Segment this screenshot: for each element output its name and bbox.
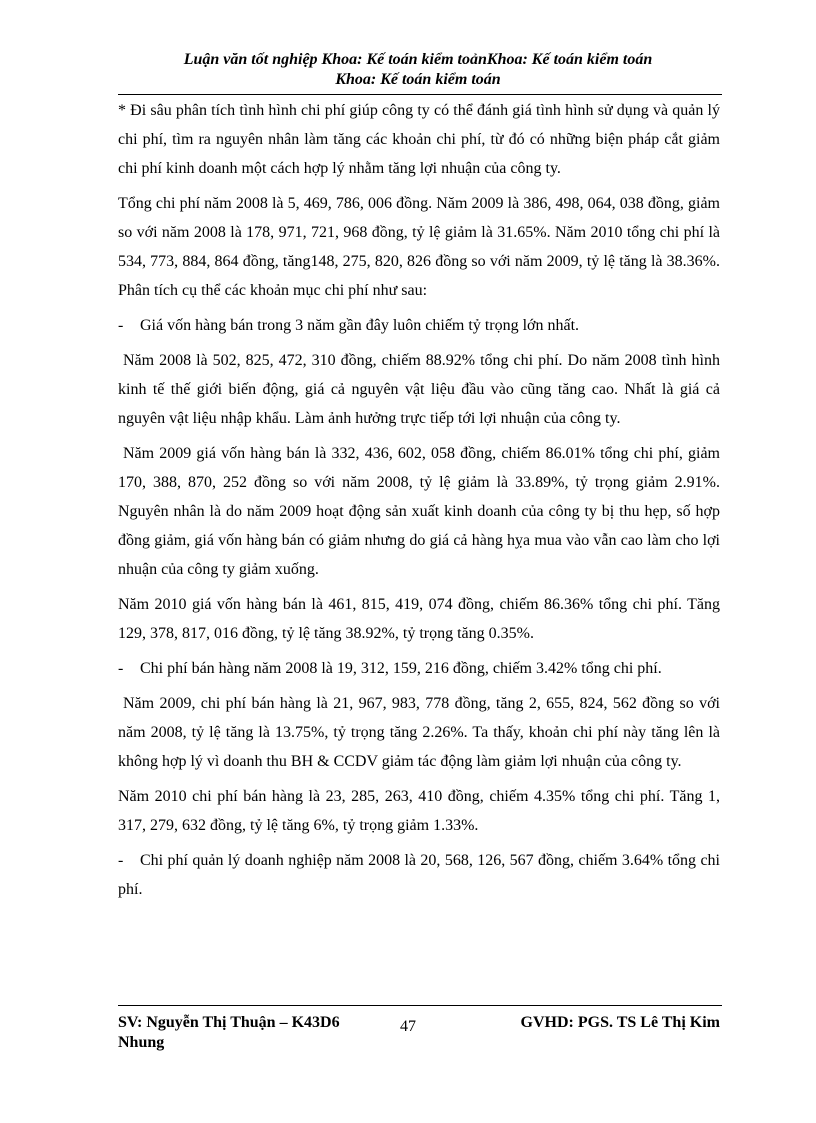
- bullet-cost-of-goods: [118, 311, 720, 340]
- header-title-line-2: Khoa: Kế toán kiểm toán: [335, 71, 501, 88]
- footer-advisor: GVHD: PGS. TS Lê Thị Kim: [520, 1014, 720, 1031]
- bullet-selling-expense: [118, 654, 720, 683]
- paragraph-2008-cogs: Năm 2008 là 502, 825, 472, 310 đồng, chiếm 88.92% tổng chi phí. Do năm 2008 tình hình kinh tế thế giới biến động, giá cả nguyên vật liệu đầu vào cũng tăng cao. Nhất là giá cả nguyên vật liệu nhập khẩu. Làm ảnh hưởng trực tiếp tới lợi nhuận của công ty.: [118, 352, 720, 427]
- page-number: 47: [400, 1018, 416, 1035]
- bullet-text: Chi phí bán hàng năm 2008 là 19, 312, 159, 216 đồng, chiếm 3.42% tổng chi phí.: [140, 660, 662, 677]
- bullet-marker: -: [118, 852, 124, 869]
- bullet-marker: -: [118, 317, 124, 334]
- bullet-marker: -: [118, 660, 124, 677]
- document-body: [118, 96, 720, 910]
- paragraph-2010-cogs: Năm 2010 giá vốn hàng bán là 461, 815, 419, 074 đồng, chiếm 86.36% tổng chi phí. Tăng 129, 378, 817, 016 đồng, tỷ lệ tăng 38.92%, tỷ trọng tăng 0.35%.: [118, 596, 720, 642]
- paragraph-2009-selling: Năm 2009, chi phí bán hàng là 21, 967, 983, 778 đồng, tăng 2, 655, 824, 562 đồng so với năm 2008, tỷ lệ tăng là 13.75%, tỷ trọng tăng 2.26%. Ta thấy, khoản chi phí này tăng lên là không hợp lý vì doanh thu BH & CCDV giảm tác động làm giảm lợi nhuận của công ty.: [118, 695, 720, 770]
- footer-student: SV: Nguyễn Thị Thuận – K43D6 Nhung: [118, 1014, 340, 1051]
- paragraph-intro: * Đi sâu phân tích tình hình chi phí giúp công ty có thể đánh giá tình hình sử dụng và quản lý chi phí, tìm ra nguyên nhân làm tăng các khoản chi phí, từ đó có những biện pháp cắt giảm chi phí kinh doanh một cách hợp lý nhằm tăng lợi nhuận của công ty.: [118, 102, 720, 177]
- header-divider: [118, 94, 722, 95]
- paragraph-2010-selling: Năm 2010 chi phí bán hàng là 23, 285, 263, 410 đồng, chiếm 4.35% tổng chi phí. Tăng 1, 317, 279, 632 đồng, tỷ lệ tăng 6%, tỷ trọng giảm 1.33%.: [118, 788, 720, 834]
- page-header: [118, 50, 718, 90]
- paragraph-2009-cogs: Năm 2009 giá vốn hàng bán là 332, 436, 602, 058 đồng, chiếm 86.01% tổng chi phí, giảm 170, 388, 870, 252 đồng so với năm 2008, tỷ lệ giảm là 33.89%, tỷ trọng giảm 2.91%. Nguyên nhân là do năm 2009 hoạt động sản xuất kinh doanh của công ty bị thu hẹp, số hợp đồng giảm, giá vốn hàng bán có giảm nhưng do giá cả hàng hỵa mua vào vẫn cao làm cho lợi nhuận của công ty giảm xuống.: [118, 445, 720, 578]
- bullet-text: Chi phí quản lý doanh nghiệp năm 2008 là 20, 568, 126, 567 đồng, chiếm 3.64% tổng chi phí.: [118, 852, 720, 898]
- bullet-admin-expense: [118, 846, 720, 904]
- paragraph-total-cost: Tổng chi phí năm 2008 là 5, 469, 786, 006 đồng. Năm 2009 là 386, 498, 064, 038 đồng, giảm so với năm 2008 là 178, 971, 721, 968 đồng, tỷ lệ giảm là 31.65%. Năm 2010 tổng chi phí là 534, 773, 884, 864 đồng, tăng148, 275, 820, 826 đồng so với năm 2009, tỷ lệ tăng là 38.36%. Phân tích cụ thể các khoản mục chi phí như sau:: [118, 195, 720, 299]
- header-title-line-1: Luận văn tốt nghiệp Khoa: Kế toán kiểm toảnKhoa: Kế toán kiểm toán: [183, 51, 653, 68]
- footer-divider: [118, 1005, 722, 1006]
- bullet-text: Giá vốn hàng bán trong 3 năm gần đây luôn chiếm tỷ trọng lớn nhất.: [140, 317, 580, 334]
